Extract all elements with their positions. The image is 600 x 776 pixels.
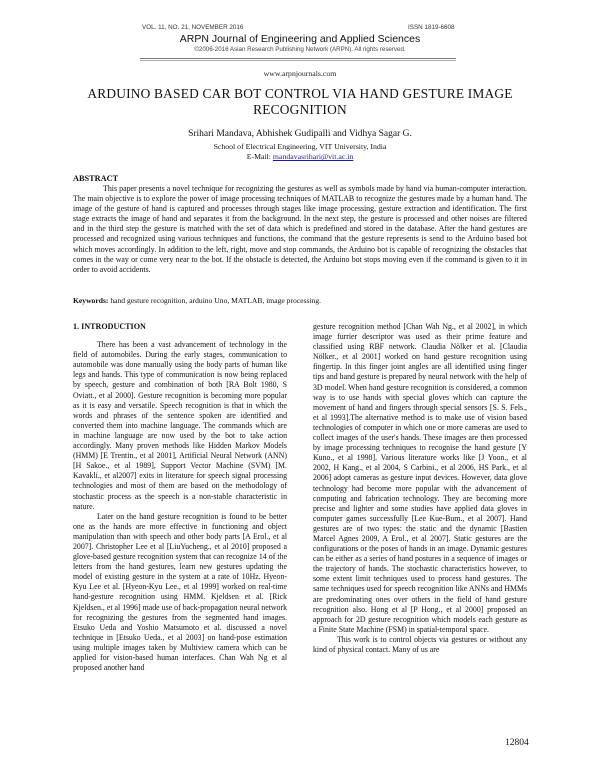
right-column	[313, 322, 527, 655]
copyright-line: ©2006-2016 Asian Research Publishing Network (ARPN). All rights reserved.	[194, 46, 406, 53]
journal-website[interactable]: www.arpnjournals.com	[263, 69, 337, 78]
authors: Srihari Mandava, Abhishek Gudipalli and Vidhya Sagar G.	[188, 129, 412, 139]
email-line	[0, 152, 600, 161]
keywords-label: Keywords:	[73, 296, 109, 305]
paper-title: ARDUINO BASED CAR BOT CONTROL VIA HAND GESTURE IMAGE RECOGNITION	[87, 86, 513, 117]
intro-paragraph-3: gesture recognition method [Chan Wah Ng., et al 2002], in which image furrier descriptor was used as their prime feature and classified using RBF network. Claudia Nölker et al. [Claudia Nölker., et al 2001] worked on hand gesture recognition using fingertip. In this finger joint angles are all identified using finger tips and hand gesture is prepared by neural network with the help of 3D model. When hand gesture recognition is considered, a common way is to use hands with special gloves which can capture the movement of hand and fingers through special sensors [S. S. Fels., et al 1993].The alternative method is to make use of vision based technologies of computer in which one or more cameras are used to collect images of the user's hands. These images are then processed by image processing techniques to recognise the hand gesture [Y Kuno., et al 1998]. Various literature works like [J Yoon., et al 2002, H Kang., et al 2004, S Carbini., et al 2006, HS Park., et al 2006] adopt cameras as gesture input devices. However, data glove technology had become more popular with the advancement of computing and fabrication technology. They are becoming more precise and lighter and some studies have applied data gloves in computer games successfully [Lee Kue-Bum., et al 2007]. Hand gestures are of two types: the static and the dynamic [Bastien Marcel Agnes 2009, A Erol., et al 2007]. Static gestures are the configurations or the poses of hands in an image. Dynamic gestures can be either as a series of hand postures in a sequence of images or the trajectory of hands. The stochastic characteristics however, to some extent limit techniques used to process hand gestures. The same techniques used for speech recognition like ANNs and HMMs are predominating ones over others in the field of hand gesture recognition also. Hong et al [P Hong., et al 2000] proposed an approach for 2D gesture recognition which models each gesture as a Finite State Machine (FSM) in spatial-temporal space.	[313, 322, 527, 634]
intro-paragraph-2: Later on the hand gesture recognition is found to be better one as the hands are more effective in functioning and object manipulation than with speech and other body parts [A Erol., et al 2007]. Christopher Lee et al [LiuYucheng., et al 2010] proposed a glove-based gesture recognition system that can recognize 14 of the letters from the hand gestures, learn new gestures updating the model of existing gesture in the system at a rate of 10Hz. Hyeon-Kyu Lee et al. [Hyeon-Kyu Lee., et al 1999] worked on real-time hand-gesture recognition using HMM. Kjeldsen et al. [Rick Kjeldsen., et al 1996] made use of back-propagation neural network for recognizing the gestures from the segmented hand images. Etsuko Ueda and Yoshio Matsumoto et al. discussed a novel technique in [Etsuko Ueda., et al 2003] on hand-pose estimation using multiple images taken by Multiview camera which can be applied for vision-based human interfaces. Chan Wah Ng et al proposed another hand	[73, 511, 287, 673]
journal-name: ARPN Journal of Engineering and Applied Sciences	[179, 33, 421, 45]
abstract-heading: ABSTRACT	[73, 174, 119, 183]
keywords	[73, 296, 527, 305]
intro-paragraph-4: This work is to control objects via gestures or without any kind of physical contact. Many of us are	[313, 634, 527, 654]
header-rule	[140, 58, 456, 59]
left-column	[73, 322, 287, 673]
affiliation: School of Electrical Engineering, VIT University, India	[213, 142, 387, 151]
keywords-text: hand gesture recognition, arduino Uno, MATLAB, image processing.	[108, 296, 322, 305]
email-label: E-Mail:	[246, 152, 273, 161]
section-heading: 1. INTRODUCTION	[73, 322, 146, 331]
volume-line: VOL. 11, NO. 21, NOVEMBER 2016	[142, 24, 244, 31]
email-link[interactable]: mandavasrihari@vit.ac.in	[272, 152, 354, 161]
abstract-text: This paper presents a novel technique for recognizing the gestures as well as symbols made by hand via human-computer interaction. The main objective is to explore the power of image processing techniques of MATLAB to recognize the gestures made by a human hand. The image of the gesture of hand is captured and processes through stages like image processing, gesture extraction and identification. The first stage extracts the image of hand and separates it from the background. In the next step, the gesture is processed and other noises are filtered and in the third step the gesture is matched with the set of data which is predefined and stored in the database. After the hand gestures are processed and recognized using various techniques and functions, the command that the gesture represents is send to the Arduino based bot which moves accordingly. In addition to the left, right, move and stop commands, the Arduino bot is capable of recognizing the obstacles that comes in the way or come very near to the bot. If the obstacle is detected, the Arduino bot stops moving even if the command is given to it in order to avoid accidents.	[73, 184, 527, 274]
journal-header	[0, 24, 600, 72]
issn: ISSN 1819-6608	[408, 24, 455, 31]
intro-paragraph-1: There has been a vast advancement of technology in the field of automobiles. During the early stages, communication to automobile was done manually using the body parts of human like legs and hands. This type of communication is now being replaced by speech, gesture and combination of both [RA Bolt 1980, S Oviatt., et al 2000]. Gesture recognition is becoming more popular as it is easy and versatile. Speech recognition is that in which the words and phrases of the sentence spoken are identified and converted them into machine language. The commands which are in machine language are now used by the bot to take action accordingly. Many proven methods like Hidden Markov Models (HMM) [E Trentin., et al 2001], Artificial Neural Network (ANN) [H Sakoe., et al 1989], Support Vector Machine (SVM) [M. Kavakli., et al2007] exits in literature for speech signal processing technologies and most of them are based on the methodology of stochastic process as the speech is a non-stable characteristic in nature.	[73, 340, 287, 511]
page-number: 12804	[505, 738, 529, 748]
header-rule-secondary	[140, 60, 456, 61]
